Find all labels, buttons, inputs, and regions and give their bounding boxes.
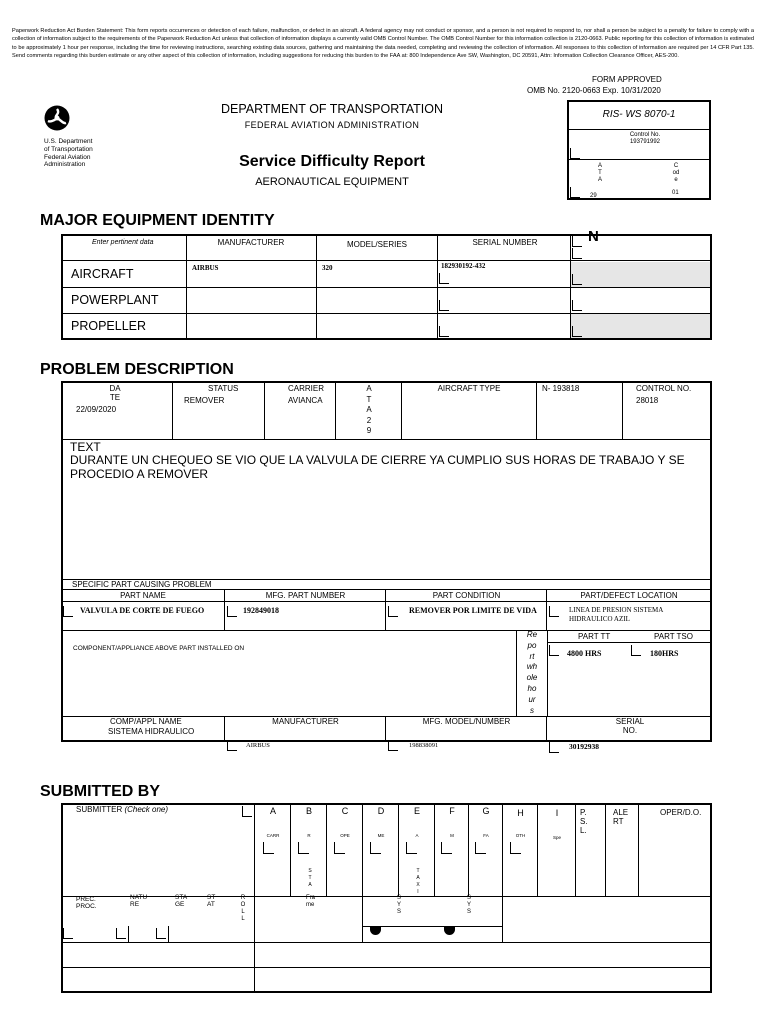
aircraft-label: AIRCRAFT bbox=[71, 267, 134, 281]
sys-label-1: S Y S bbox=[396, 895, 401, 915]
submitter-e-checkbox[interactable] bbox=[406, 842, 417, 854]
col-a: A bbox=[269, 806, 276, 816]
pertinent-data-label: Enter pertinent data bbox=[92, 239, 154, 246]
burden-statement: Paperwork Reduction Act Burden Statement: This form reports occurrences or detection of each failure, malfunction, or defect in an aircraft. A federal agency may not conduct or sponsor, and a person is not required to respond to, nor shall a person be subject to a penalty for failure to comply with a collection of information subject to the requirements of the Paperwork Reduction Act unless that collection of information displays a currently valid OMB Control Number. The OMB Control Number for this information collection is 2120-0663. Public reporting for this collection of information is estimated to be approximately 1 hour per response, including the time for reviewing instructions, searching existing data sources, gathering and maintaining the data needed, completing and reviewing the collection of information. All responses to this collection of information are required per 14 CFR Part 135. Send comments regarding this burden estimate or any other aspect of this collection of information, including suggestions for reducing this burden to the FAA at: 800 Independence Ave SW, Washington, DC 20591, Attn: Information Collection Clearance Officer, AES-200. bbox=[12, 28, 754, 59]
oper-do-label: OPER/D.O. bbox=[660, 808, 702, 817]
ata-label: A T A bbox=[597, 163, 602, 183]
problem-text[interactable]: DURANTE UN CHEQUEO SE VIO QUE LA VALVULA DE CIERRE YA CUMPLIO SUS HORAS DE TRABAJO Y SE PROCEDIO A REMOVER bbox=[70, 453, 685, 481]
control-no-label-2: CONTROL NO. bbox=[636, 384, 692, 393]
report-whole-hours: Re po rt wh ole ho ur s bbox=[526, 630, 538, 715]
submitted-section-title: SUBMITTED BY bbox=[40, 783, 160, 800]
col-g: G bbox=[482, 806, 490, 816]
aircraft-manufacturer[interactable]: AIRBUS bbox=[192, 264, 219, 272]
psl-label: P. S. L. bbox=[580, 808, 588, 835]
mfg-part-value[interactable]: 192849018 bbox=[243, 606, 279, 615]
logo-caption: U.S. Department of Transportation Federal Aviation Administration bbox=[44, 138, 93, 169]
comp-mfr-label: MANUFACTURER bbox=[272, 717, 339, 726]
form-approved: FORM APPROVED bbox=[592, 75, 662, 84]
manufacturer-header: MANUFACTURER bbox=[217, 238, 285, 247]
other-option-label: OTH bbox=[515, 833, 526, 838]
location-value[interactable]: LINEA DE PRESION SISTEMA HIDRAULICO AZIL bbox=[569, 606, 663, 623]
prec-proc-label: PREC. PROC. bbox=[76, 896, 97, 910]
comp-name-label: COMP/APPL NAME bbox=[110, 717, 182, 726]
roll-label: R O L L bbox=[240, 895, 246, 922]
stat-label: ST AT bbox=[207, 894, 216, 908]
code-label: C od e bbox=[672, 163, 680, 183]
dot-logo-icon bbox=[44, 105, 70, 131]
stage-label: STA GE bbox=[175, 894, 188, 908]
part-name-label: PART NAME bbox=[120, 591, 166, 600]
n-number-value[interactable]: N- 193818 bbox=[542, 384, 580, 393]
specific-part-label: SPECIFIC PART CAUSING PROBLEM bbox=[72, 580, 212, 589]
location-label: PART/DEFECT LOCATION bbox=[580, 591, 678, 600]
powerplant-label: POWERPLANT bbox=[71, 293, 159, 307]
special-option-label: Spe bbox=[552, 835, 561, 840]
control-no-value[interactable]: 193791992 bbox=[629, 139, 661, 145]
submitter-b-checkbox[interactable] bbox=[298, 842, 309, 854]
carrier-label: CARRIER bbox=[288, 384, 325, 393]
serial-no-value[interactable]: 30192938 bbox=[569, 742, 599, 751]
form-title: Service Difficulty Report bbox=[239, 153, 425, 170]
submitter-h-checkbox[interactable] bbox=[510, 842, 521, 854]
col-d: D bbox=[377, 806, 385, 816]
mechanic-option-label: ME bbox=[377, 833, 385, 838]
station-vertical: S T A bbox=[308, 868, 312, 888]
submitter-d-checkbox[interactable] bbox=[370, 842, 381, 854]
part-tt-label: PART TT bbox=[578, 632, 611, 641]
part-tso-value[interactable]: 180HRS bbox=[650, 649, 679, 658]
code-value[interactable]: 01 bbox=[672, 190, 679, 196]
form-number: RIS- WS 8070-1 bbox=[602, 109, 676, 120]
omb-number: OMB No. 2120-0663 Exp. 10/31/2020 bbox=[527, 86, 661, 95]
col-i: I bbox=[555, 808, 559, 818]
part-condition-label: PART CONDITION bbox=[432, 591, 501, 600]
operator-option-label: OPE bbox=[340, 833, 350, 838]
propeller-label: PROPELLER bbox=[71, 319, 147, 333]
control-no-label: Control No. bbox=[629, 132, 661, 138]
ata-code-value[interactable]: 29 bbox=[590, 193, 597, 199]
ata-chapter: A T A 2 9 bbox=[366, 384, 372, 435]
submitter-a-checkbox[interactable] bbox=[263, 842, 274, 854]
submitter-c-checkbox[interactable] bbox=[334, 842, 345, 854]
manufacturer-option-label: M bbox=[450, 833, 454, 838]
comp-model-value[interactable]: 198838091 bbox=[409, 742, 439, 749]
form-subtitle: AERONAUTICAL EQUIPMENT bbox=[255, 176, 409, 188]
serial-header: SERIAL NUMBER bbox=[472, 238, 538, 247]
comp-mfr-value[interactable]: AIRBUS bbox=[246, 742, 270, 749]
aircraft-model[interactable]: 320 bbox=[322, 264, 333, 272]
air-taxi-option-label: A bbox=[415, 833, 419, 838]
serial-no-label: SERIAL NO. bbox=[615, 717, 645, 735]
department-title: DEPARTMENT OF TRANSPORTATION bbox=[220, 102, 443, 116]
aircraft-serial[interactable]: 182930192-432 bbox=[441, 262, 486, 270]
problem-section-title: PROBLEM DESCRIPTION bbox=[40, 361, 234, 378]
repair-station-option-label: R bbox=[307, 833, 311, 838]
part-name-value[interactable]: VALVULA DE CORTE DE FUEGO bbox=[80, 606, 205, 615]
control-no-value-2[interactable]: 28018 bbox=[636, 396, 659, 405]
problem-table bbox=[61, 381, 712, 742]
equipment-section-title: MAJOR EQUIPMENT IDENTITY bbox=[40, 212, 275, 229]
part-tso-label: PART TSO bbox=[654, 632, 693, 641]
taxi-vertical: T A X I bbox=[416, 868, 420, 895]
mfg-part-label: MFG. PART NUMBER bbox=[265, 591, 346, 600]
carrier-value[interactable]: AVIANCA bbox=[288, 396, 323, 405]
col-b: B bbox=[305, 806, 312, 816]
faa-title: FEDERAL AVIATION ADMINISTRATION bbox=[244, 120, 420, 130]
comp-model-label: MFG. MODEL/NUMBER bbox=[422, 717, 511, 726]
text-label: TEXT bbox=[70, 440, 101, 454]
date-value[interactable]: 22/09/2020 bbox=[76, 405, 117, 414]
aircraft-type-label: AIRCRAFT TYPE bbox=[437, 384, 501, 393]
nature-label: NATU RE bbox=[130, 894, 148, 908]
col-f: F bbox=[449, 806, 455, 816]
sys-label-2: S Y S bbox=[466, 895, 471, 915]
part-tt-value[interactable]: 4800 HRS bbox=[567, 649, 602, 658]
status-value[interactable]: REMOVER bbox=[184, 396, 225, 405]
col-c: C bbox=[341, 806, 349, 816]
frame-label: Fra me bbox=[306, 895, 315, 908]
alert-label: ALE RT bbox=[613, 808, 629, 826]
comp-name-value[interactable]: SISTEMA HIDRAULICO bbox=[108, 727, 195, 736]
submitter-f-checkbox[interactable] bbox=[441, 842, 452, 854]
submitter-g-checkbox[interactable] bbox=[475, 842, 486, 854]
col-e: E bbox=[413, 806, 420, 816]
date-label: DA TE bbox=[109, 384, 121, 402]
col-h: H bbox=[517, 808, 524, 818]
submitter-label: SUBMITTER (Check one) bbox=[76, 805, 169, 814]
part-condition-value[interactable]: REMOVER POR LIMITE DE VIDA bbox=[409, 606, 537, 615]
component-label: COMPONENT/APPLIANCE ABOVE PART INSTALLED ON bbox=[73, 645, 245, 652]
carrier-option-label: CARR bbox=[266, 833, 280, 838]
n-label: N bbox=[588, 228, 599, 245]
model-header: MODEL/SERIES bbox=[346, 240, 407, 249]
status-label: STATUS bbox=[208, 384, 239, 393]
faa-option-label: FA bbox=[483, 833, 489, 838]
